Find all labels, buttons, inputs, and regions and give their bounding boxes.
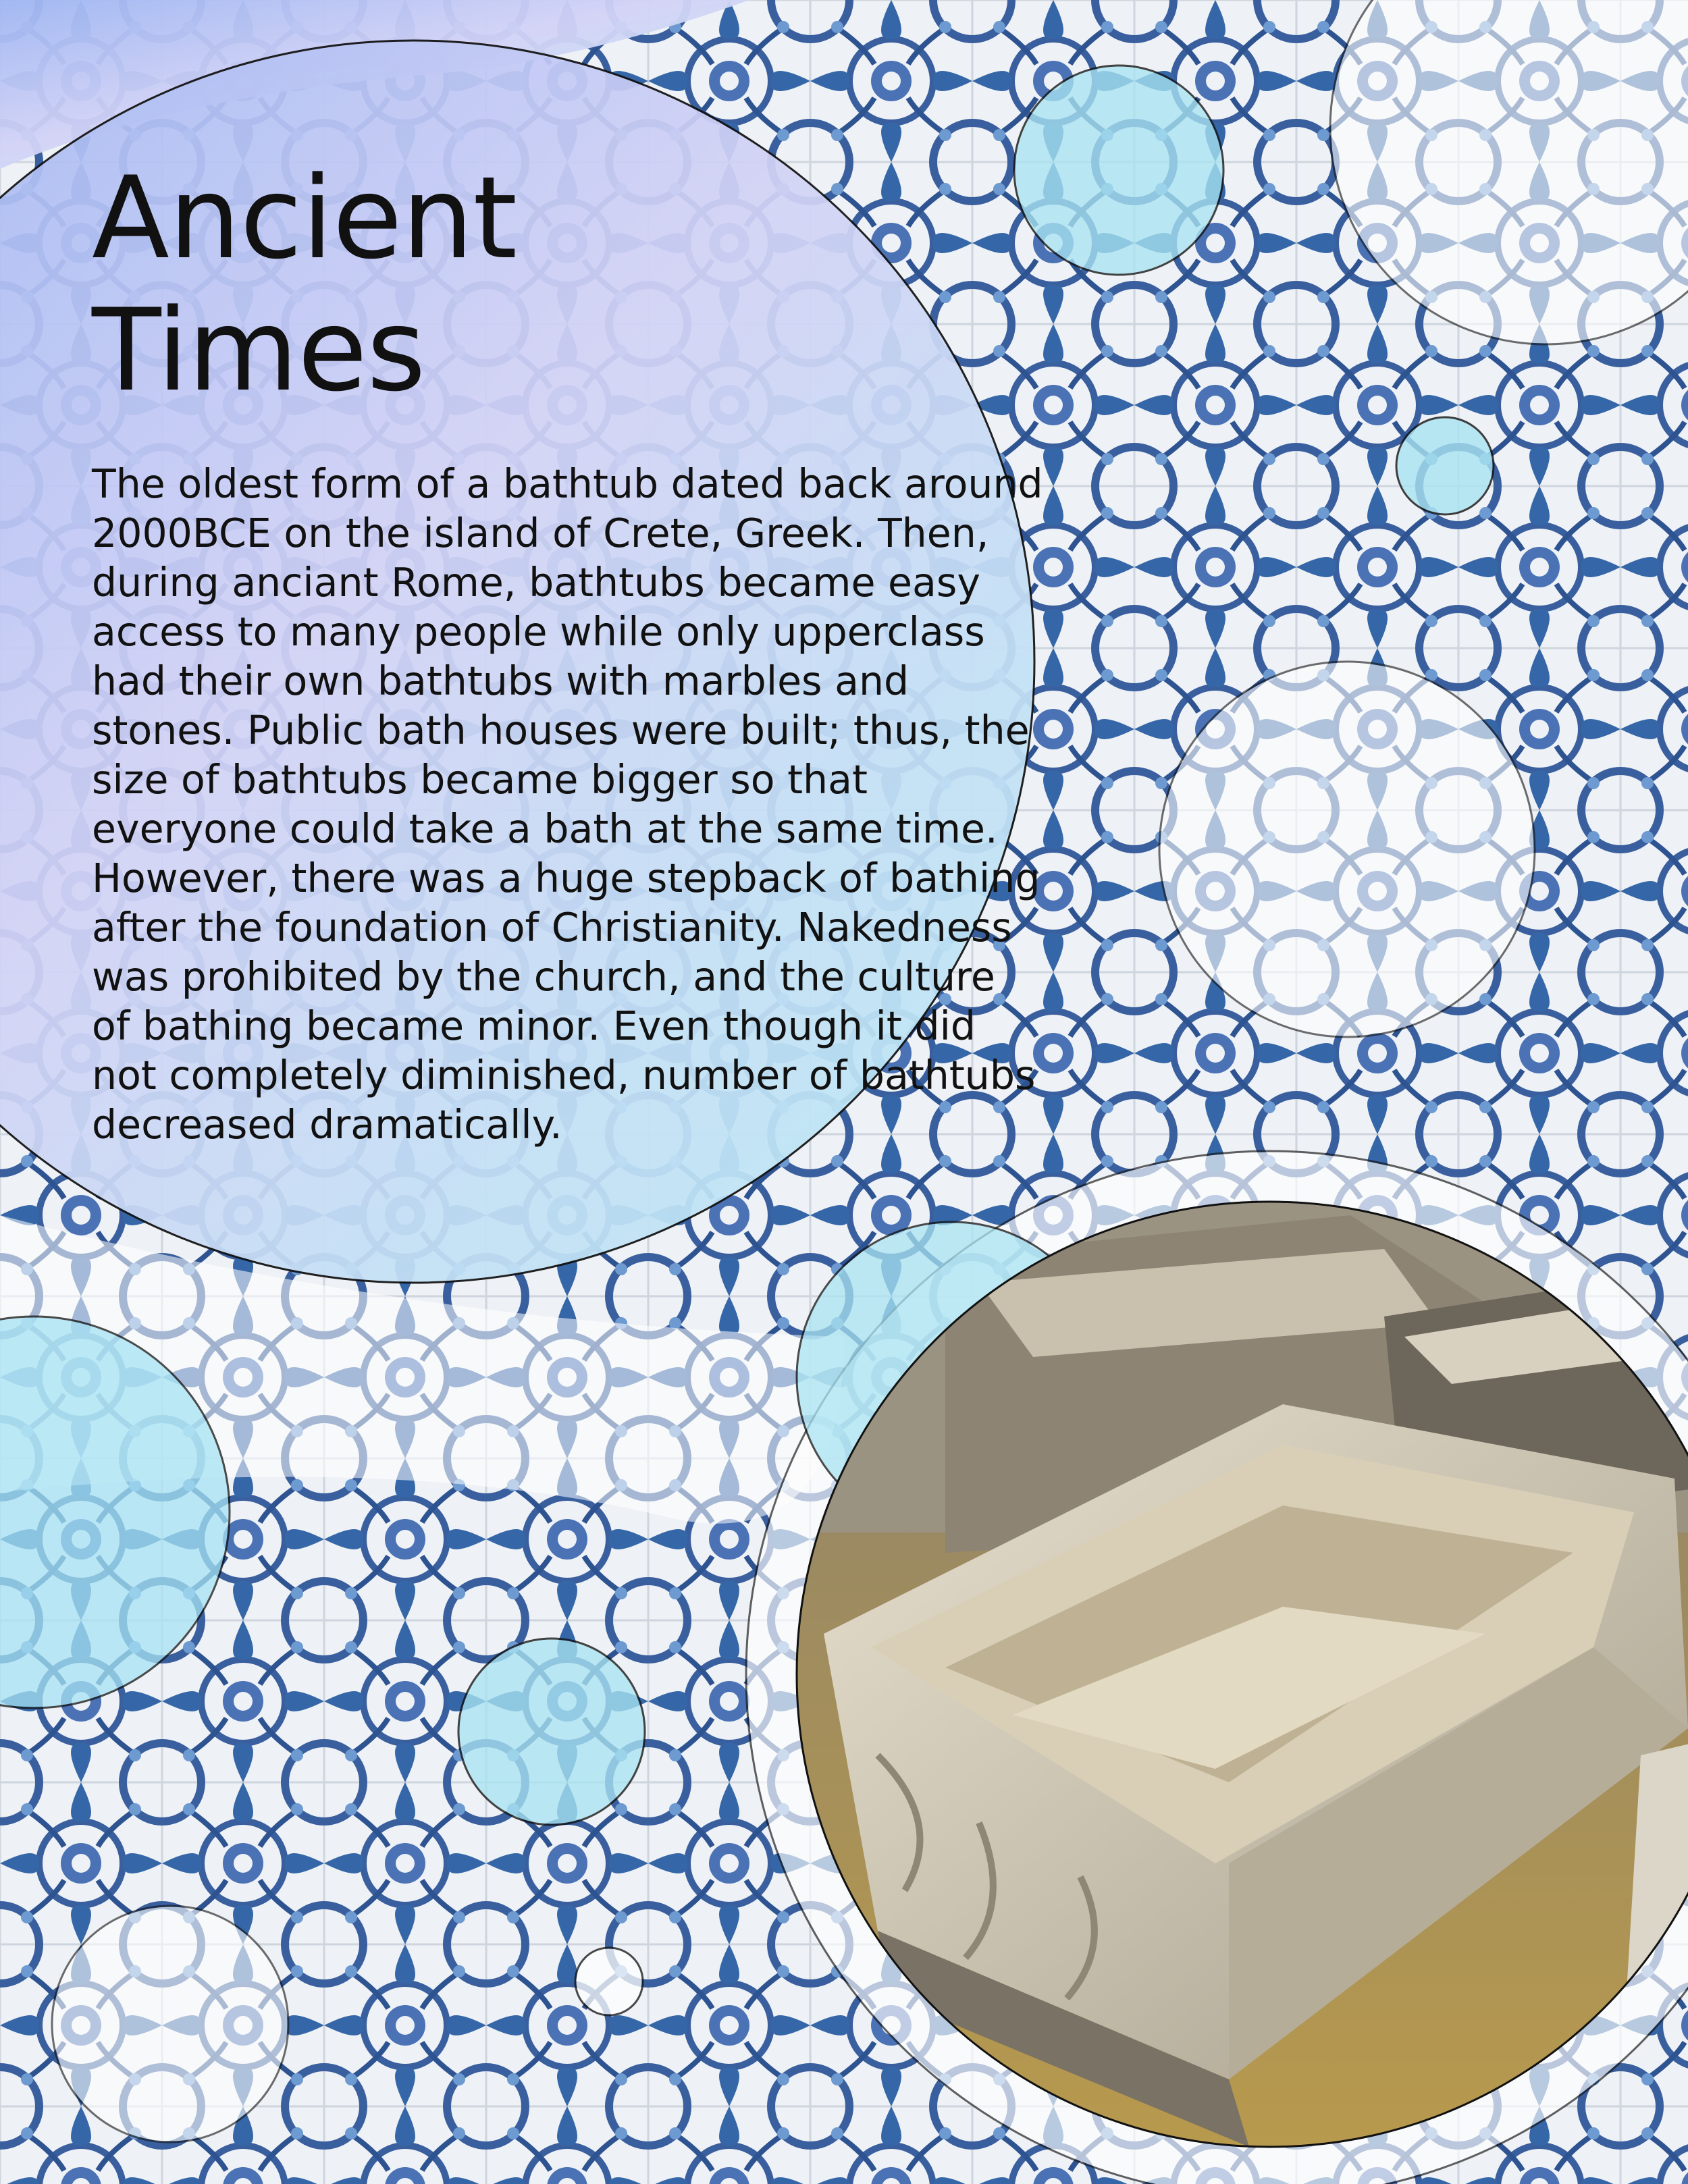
tiny-cyan-bubble	[1396, 417, 1494, 514]
top-right-white-bubble	[1330, 0, 1688, 344]
mid-right-white-bubble	[1159, 662, 1535, 1037]
body-paragraph: The oldest form of a bathtub dated back around 2000BCE on the island of Crete, Greek. Then, during anciant Rome, bathtubs became easy access to many people while only upperclass had their own bathtubs with marbles and stones. Public bath houses were built; thus, the size of bathtubs became bigger so that everyone could take a bath at the same time. However, there was a huge stepback of bathing after the foundation of Christianity. Nakedness was prohibited by the church, and the culture of bathing became minor. Even though it did not completely diminished, number of bathtubs decreased dramatically.	[92, 461, 1043, 1148]
bottom-left-white-bubble	[52, 1906, 288, 2142]
page-title: Ancient Times	[92, 152, 517, 417]
text-block	[92, 152, 1071, 1150]
bottom-cyan-bubble	[458, 1639, 645, 1825]
small-white-bubble	[575, 1948, 643, 2015]
